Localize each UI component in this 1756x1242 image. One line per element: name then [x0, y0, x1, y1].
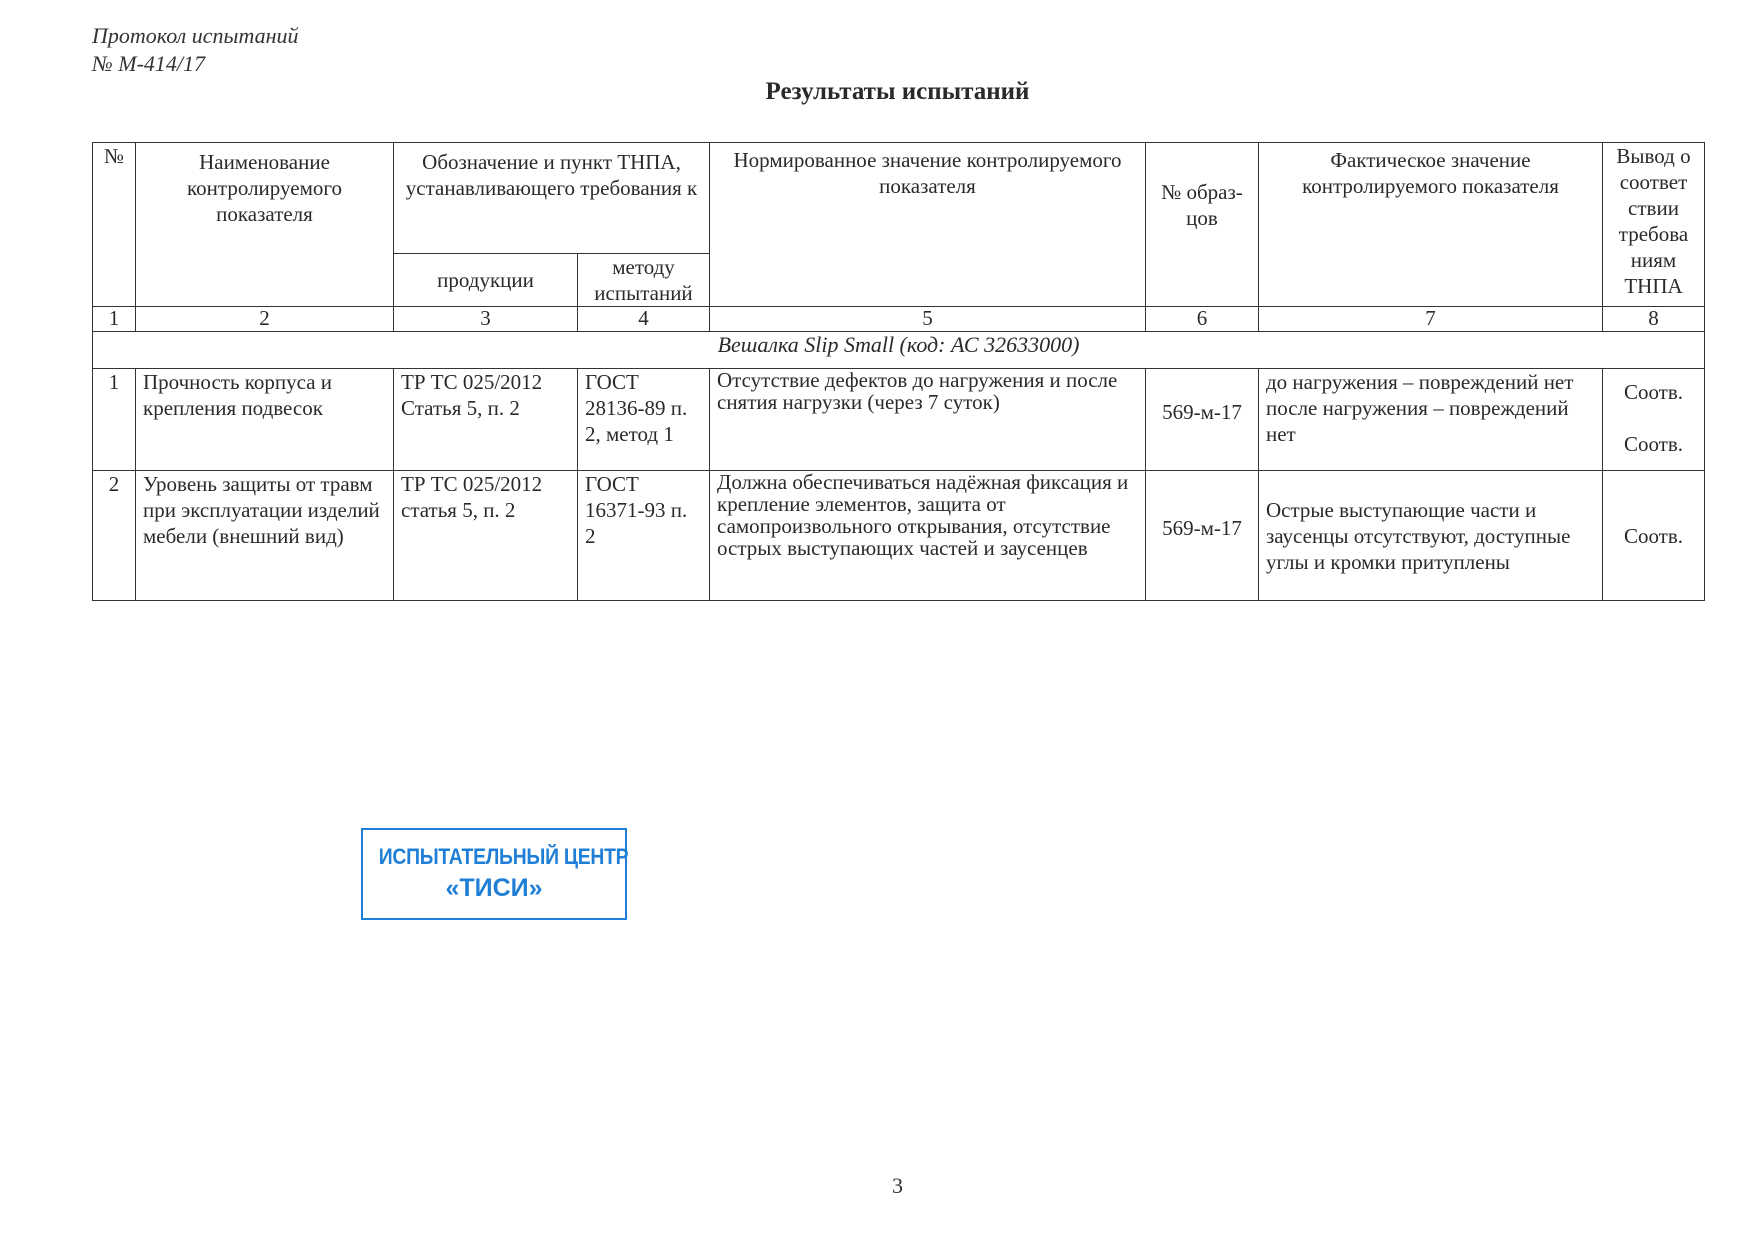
row-indicator-name: Прочность корпуса и крепления подвесок: [136, 369, 394, 471]
page-title: Результаты испытаний: [765, 78, 1030, 105]
column-number: 6: [1146, 307, 1259, 332]
protocol-label: Протокол испытаний: [92, 23, 299, 48]
row-norm-value: Отсутствие дефектов до нагружения и после снятия нагрузки (через 7 суток): [710, 369, 1146, 471]
table-row: [93, 471, 1705, 601]
row-actual-after: после нагружения – повреждений нет: [1266, 396, 1569, 446]
page-number: 3: [892, 1173, 903, 1198]
table-row: [93, 369, 1705, 471]
row-method-standard: ГОСТ 16371-93 п. 2: [578, 471, 710, 601]
protocol-number: № М-414/17: [92, 51, 206, 76]
results-table: [92, 142, 1705, 601]
row-verdict: [1603, 369, 1705, 471]
row-product-standard: ТР ТС 025/2012 статья 5, п. 2: [394, 471, 578, 601]
row-verdict-before: Соотв.: [1623, 380, 1684, 404]
header-col-method: методу испытаний: [578, 254, 710, 307]
row-actual-value: [1259, 369, 1603, 471]
header-col-product: продукции: [394, 254, 578, 307]
row-verdict: Соотв.: [1603, 471, 1705, 601]
column-number: 1: [93, 307, 136, 332]
row-number: 1: [93, 369, 136, 471]
header-col-norm: Нормированное значение контролируемого показателя: [710, 143, 1146, 307]
column-number: 7: [1259, 307, 1603, 332]
row-samples: 569-м-17: [1146, 369, 1259, 471]
row-norm-value: Должна обеспечиваться надёжная фиксация и крепление элементов, защита от самопроизвольного открывания, отсутствие острых выступающих частей и заусенцев: [710, 471, 1146, 601]
header-row: [93, 143, 1705, 254]
header-col-actual: Фактическое значение контролируемого показателя: [1259, 143, 1603, 307]
row-actual-value: Острые выступающие части и заусенцы отсутствуют, доступные углы и кромки притуплены: [1259, 471, 1603, 601]
protocol-header: [92, 22, 299, 78]
row-samples: 569-м-17: [1146, 471, 1259, 601]
column-number: 4: [578, 307, 710, 332]
column-number: 8: [1603, 307, 1705, 332]
column-number-row: [93, 307, 1705, 332]
organization-stamp: [361, 828, 627, 920]
header-col-tnpa-group: Обозначение и пункт ТНПА, устанавливающего требования к: [394, 143, 710, 254]
row-actual-before: до нагружения – повреждений нет: [1266, 370, 1574, 394]
header-col-name: Наименование контролируемого показателя: [136, 143, 394, 307]
header-col-samples: № образ-цов: [1146, 143, 1259, 307]
row-number: 2: [93, 471, 136, 601]
stamp-line-1: ИСПЫТАТЕЛЬНЫЙ ЦЕНТР: [378, 844, 629, 869]
row-verdict-after: Соотв.: [1623, 432, 1684, 456]
row-product-standard: ТР ТС 025/2012 Статья 5, п. 2: [394, 369, 578, 471]
stamp-line-2: «ТИСИ»: [445, 874, 543, 902]
header-col-number: №: [93, 143, 136, 307]
column-number: 2: [136, 307, 394, 332]
product-group-title: Вешалка Slip Small (код: АС 32633000): [93, 332, 1705, 369]
row-indicator-name: Уровень защиты от травм при эксплуатации изделий мебели (внешний вид): [136, 471, 394, 601]
header-col-verdict: Вывод о соответ ствии требова ниям ТНПА: [1603, 143, 1705, 307]
product-group-row: [93, 332, 1705, 369]
column-number: 5: [710, 307, 1146, 332]
row-method-standard: ГОСТ 28136-89 п. 2, метод 1: [578, 369, 710, 471]
column-number: 3: [394, 307, 578, 332]
